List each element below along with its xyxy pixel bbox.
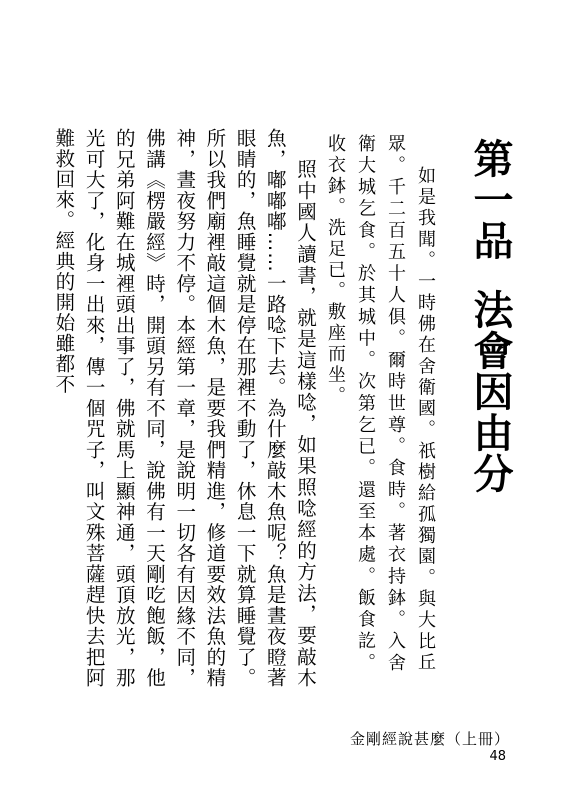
page-number: 48 — [489, 749, 506, 764]
sutra-passage — [325, 134, 440, 674]
commentary-paragraph: 照中國人讀書，就是這樣唸，如果照唸經的方法，要敲木魚，嘟嘟嘟……一路唸下去。為什麼敲木魚呢？魚是晝夜瞪著眼睛的，魚睡覺就是停在那裡不動了，休息一下就算睡覺了。所以我們廟裡敲這個木魚，是要我們精進，修道要效法魚的精神，晝夜努力不停。本經第一章，是說明一切各有因緣不同，佛講《楞嚴經》時，開頭另有不同，說佛有一天剛吃飽飯，他的兄弟阿難在城裡頭出事了，佛就馬上顯神通，頭頂放光，那光可大了，化身一出來，傳一個咒子，叫文殊菩薩趕快去把阿難救回來。經典的開始雖都不 — [52, 128, 317, 688]
sutra-paragraph: 如是我聞。一時佛在舍衛國。祇樹給孤獨園。與大比丘眾。千二百五十人俱。爾時世尊。食時。著衣持鉢。入舍衛大城乞食。於其城中。次第乞已。還至本處。飯食訖。收衣鉢。洗足已。敷座而坐。 — [325, 134, 436, 674]
chapter-ordinal: 第一品 — [467, 138, 513, 261]
chapter-title — [466, 138, 514, 494]
running-footer-title: 金剛經說甚麼（上冊） — [349, 730, 510, 748]
chapter-name: 法會因由分 — [467, 289, 513, 494]
commentary-passage — [52, 128, 320, 688]
